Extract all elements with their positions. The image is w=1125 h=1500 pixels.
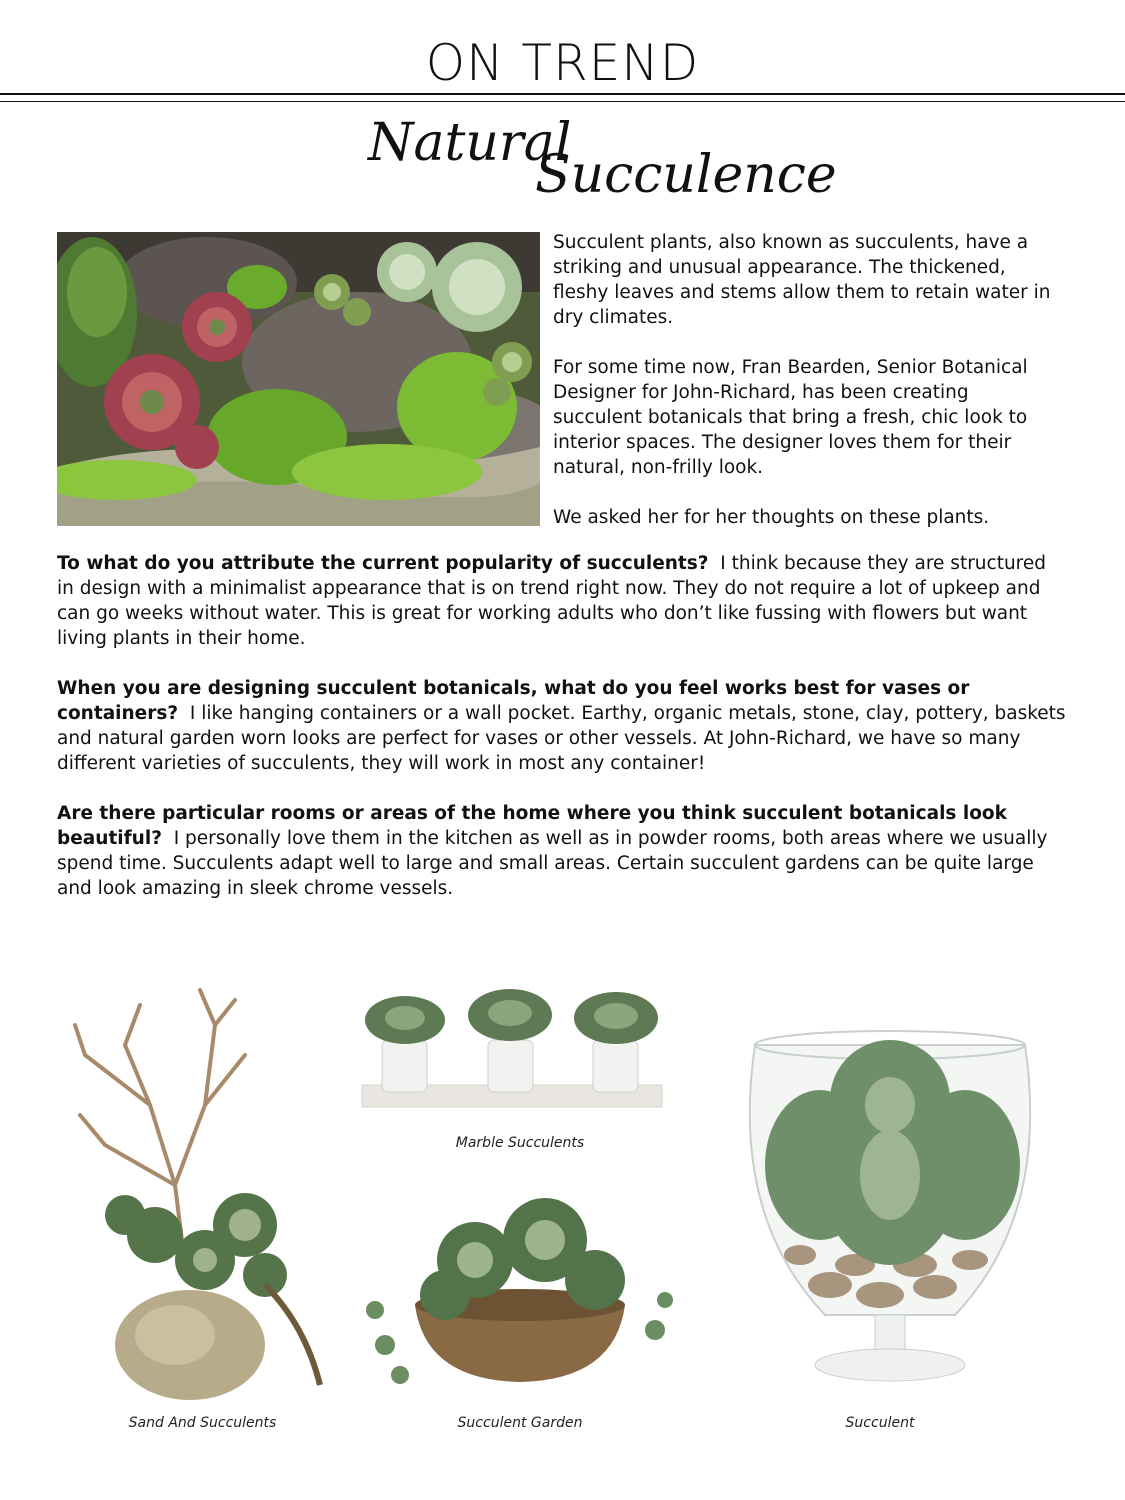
- intro-paragraph: Succulent plants, also known as succulents, have a striking and unusual appearance. The thickened, fleshy leaves and stems allow them to retain water in dry climates.: [553, 232, 1051, 328]
- interview-item: [57, 801, 1067, 901]
- caption-sand-and-succulents: Sand And Succulents: [128, 1415, 277, 1431]
- intro-paragraph: We asked her for her thoughts on these plants.: [553, 507, 990, 528]
- interview-question: When you are designing succulent botanicals, what do you feel works best for vases or containers?: [57, 678, 970, 724]
- intro-text: [553, 230, 1053, 555]
- feature-title-line2: Succulence: [535, 145, 837, 205]
- product-image-marble-succulents: [360, 980, 680, 1125]
- feature-title: [0, 105, 1125, 205]
- feature-title-line1: Natural: [368, 113, 572, 173]
- caption-succulent-garden: Succulent Garden: [457, 1415, 583, 1431]
- interview-answer: I think because they are structured in design with a minimalist appearance that is on trend right now. They do not require a lot of upkeep and can go weeks without water. This is great for working adults who don’t like fussing with flowers but want living plants in their home.: [57, 553, 1047, 649]
- product-image-sand-and-succulents: [65, 985, 340, 1400]
- interview-question: To what do you attribute the current popularity of succulents?: [57, 553, 709, 574]
- header-rule-top: [0, 93, 1125, 95]
- interview-question: Are there particular rooms or areas of the home where you think succulent botanicals look beautiful?: [57, 803, 1007, 849]
- header-rule-bottom: [0, 101, 1125, 102]
- interview-answer: I personally love them in the kitchen as well as in powder rooms, both areas where we usually spend time. Succulents adapt well to large and small areas. Certain succulent gardens can be quite large and look amazing in sleek chrome vessels.: [57, 828, 1048, 899]
- page-header: [0, 28, 1125, 98]
- interview-item: [57, 676, 1067, 776]
- caption-succulent: Succulent: [845, 1415, 915, 1431]
- intro-paragraph: For some time now, Fran Bearden, Senior Botanical Designer for John-Richard, has been creating succulent botanicals that bring a fresh, chic look to interior spaces. The designer loves them for their natural, non-frilly look.: [553, 357, 1028, 478]
- section-title: ON TREND: [425, 34, 700, 92]
- interview-answer: I like hanging containers or a wall pocket. Earthy, organic metals, stone, clay, pottery, baskets and natural garden worn looks are perfect for vases or other vessels. At John-Richard, we have so many different varieties of succulents, they will work in most any container!: [57, 703, 1066, 774]
- product-image-succulent-glass: [730, 1015, 1050, 1400]
- caption-marble-succulents: Marble Succulents: [455, 1135, 585, 1151]
- interview-item: [57, 551, 1067, 651]
- product-image-succulent-garden: [355, 1170, 685, 1405]
- hero-succulent-garden-image: [57, 232, 540, 526]
